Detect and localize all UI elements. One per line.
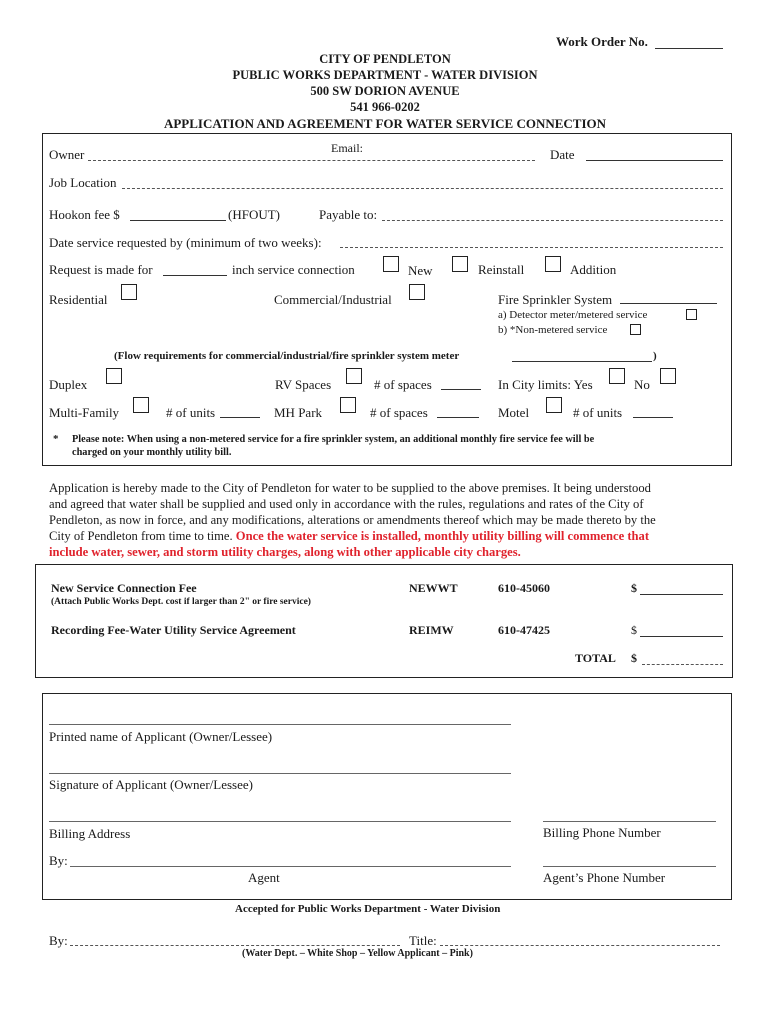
city-limits-label: In City limits: Yes (498, 377, 593, 392)
multi-family-checkbox[interactable] (133, 397, 149, 413)
recording-fee-amount-field[interactable] (640, 636, 723, 637)
mh-park-label: MH Park (274, 405, 323, 420)
duplex-label: Duplex (49, 377, 88, 392)
work-order-field[interactable] (655, 48, 723, 49)
fire-fee-note-line2: charged on your monthly utility bill. (72, 447, 232, 458)
duplex-checkbox[interactable] (106, 368, 122, 384)
new-service-fee-note: (Attach Public Works Dept. cost if larger than 2" or fire service) (51, 597, 311, 607)
new-label: New (408, 263, 433, 278)
date-requested-field[interactable] (340, 247, 723, 248)
mh-num-spaces-field[interactable] (437, 417, 479, 418)
email-label: Email: (331, 141, 363, 155)
residential-label: Residential (49, 292, 108, 307)
billing-notice-line1: Once the water service is installed, monthly utility billing will commence that (235, 529, 650, 543)
rv-spaces-checkbox[interactable] (346, 368, 362, 384)
payable-to-field[interactable] (382, 220, 723, 221)
multi-family-units-label: # of units (166, 405, 216, 420)
motel-checkbox[interactable] (546, 397, 562, 413)
commercial-checkbox[interactable] (409, 284, 425, 300)
billing-notice-line2: include water, sewer, and storm utility charges, along with other applicable city charges. (49, 545, 521, 559)
signature-field[interactable] (49, 773, 511, 774)
mh-park-checkbox[interactable] (340, 397, 356, 413)
accepted-title-field[interactable] (440, 945, 720, 946)
date-label: Date (550, 147, 575, 162)
hookon-fee-field[interactable] (130, 220, 226, 221)
new-service-fee-label: New Service Connection Fee (51, 581, 197, 595)
city-limits-no-checkbox[interactable] (660, 368, 676, 384)
date-field[interactable] (586, 160, 723, 161)
rv-spaces-label: RV Spaces (275, 377, 332, 392)
total-label: TOTAL (575, 651, 616, 665)
signature-label: Signature of Applicant (Owner/Lessee) (49, 777, 253, 792)
recording-fee-dollar: $ (631, 623, 637, 637)
motel-units-label: # of units (573, 405, 623, 420)
request-made-for-label: Request is made for (49, 262, 153, 277)
job-location-field[interactable] (122, 188, 723, 189)
recording-fee-code: REIMW (409, 623, 454, 637)
payable-to-label: Payable to: (319, 207, 378, 222)
inch-service-label: inch service connection (232, 262, 355, 277)
new-service-amount-field[interactable] (640, 594, 723, 595)
agreement-line2: and agreed that water shall be supplied and used only in accordance with the rules, regulations and rates of the City of (49, 497, 644, 511)
agent-phone-label: Agent’s Phone Number (543, 870, 666, 885)
agreement-line4 (49, 529, 649, 544)
non-metered-label: b) *Non-metered service (498, 324, 608, 336)
owner-label: Owner (49, 147, 85, 162)
reinstall-label: Reinstall (478, 262, 525, 277)
hookon-fee-label: Hookon fee $ (49, 207, 120, 222)
residential-checkbox[interactable] (121, 284, 137, 300)
agreement-line1: Application is hereby made to the City of Pendleton for water to be supplied to the above premises. It being understood (49, 481, 651, 495)
rv-num-spaces-field[interactable] (441, 389, 481, 390)
city-limits-yes-checkbox[interactable] (609, 368, 625, 384)
total-amount-field[interactable] (642, 664, 723, 665)
note-asterisk: * (53, 433, 59, 445)
owner-field[interactable] (88, 160, 535, 161)
date-requested-label: Date service requested by (minimum of two weeks): (49, 235, 322, 250)
header-city: CITY OF PENDLETON (319, 52, 451, 66)
total-dollar: $ (631, 651, 637, 665)
billing-phone-field[interactable] (543, 821, 716, 822)
page-title: APPLICATION AND AGREEMENT FOR WATER SERVICE CONNECTION (163, 116, 607, 131)
accepted-label: Accepted for Public Works Department - Water Division (235, 903, 501, 915)
inch-size-field[interactable] (163, 275, 227, 276)
detector-meter-checkbox[interactable] (686, 309, 697, 320)
agent-label: Agent (248, 870, 280, 885)
city-limits-no-label: No (634, 377, 650, 392)
agent-by-label: By: (49, 853, 68, 868)
fire-sprinkler-label: Fire Sprinkler System (498, 292, 613, 307)
recording-fee-account: 610-47425 (498, 623, 550, 637)
new-service-dollar: $ (631, 581, 637, 595)
flow-requirements-label: (Flow requirements for commercial/industrial/fire sprinkler system meter (114, 350, 460, 362)
reinstall-checkbox[interactable] (452, 256, 468, 272)
header-phone: 541 966-0202 (350, 100, 420, 114)
flow-requirements-field[interactable] (512, 361, 652, 362)
new-checkbox[interactable] (383, 256, 399, 272)
fire-fee-note-line1: Please note: When using a non-metered service for a fire sprinkler system, an additional monthly fire service fee will be (72, 434, 595, 445)
billing-address-label: Billing Address (49, 826, 131, 841)
billing-address-field[interactable] (49, 821, 511, 822)
printed-name-field[interactable] (49, 724, 511, 725)
hfout-label: (HFOUT) (228, 207, 280, 222)
copy-distribution-note: (Water Dept. – White Shop – Yellow Applicant – Pink) (242, 948, 473, 959)
header-address: 500 SW DORION AVENUE (310, 84, 460, 98)
addition-checkbox[interactable] (545, 256, 561, 272)
motel-units-field[interactable] (633, 417, 673, 418)
multi-family-units-field[interactable] (220, 417, 260, 418)
accepted-title-label: Title: (409, 933, 437, 948)
rv-num-spaces-label: # of spaces (374, 377, 432, 392)
detector-meter-label: a) Detector meter/metered service (498, 309, 648, 321)
agreement-line4-start: City of Pendleton from time to time. (49, 529, 233, 543)
accepted-by-field[interactable] (70, 945, 400, 946)
header-department: PUBLIC WORKS DEPARTMENT - WATER DIVISION (232, 68, 538, 82)
commercial-label: Commercial/Industrial (274, 292, 392, 307)
agent-phone-field[interactable] (543, 866, 716, 867)
motel-label: Motel (498, 405, 530, 420)
accepted-by-label: By: (49, 933, 68, 948)
agreement-line3: Pendleton, as now in force, and any modifications, alterations or amendments thereof which may be made thereto by the (49, 513, 656, 527)
flow-requirements-close: ) (653, 350, 657, 362)
new-service-account: 610-45060 (498, 581, 550, 595)
addition-label: Addition (570, 262, 617, 277)
new-service-code: NEWWT (409, 581, 458, 595)
job-location-label: Job Location (49, 175, 117, 190)
work-order-label: Work Order No. (556, 34, 648, 49)
recording-fee-label: Recording Fee-Water Utility Service Agreement (51, 623, 296, 637)
mh-num-spaces-label: # of spaces (370, 405, 428, 420)
agent-field[interactable] (70, 866, 511, 867)
printed-name-label: Printed name of Applicant (Owner/Lessee) (49, 729, 273, 744)
fire-sprinkler-field[interactable] (620, 303, 717, 304)
multi-family-label: Multi-Family (49, 405, 120, 420)
billing-phone-label: Billing Phone Number (543, 825, 661, 840)
non-metered-checkbox[interactable] (630, 324, 641, 335)
